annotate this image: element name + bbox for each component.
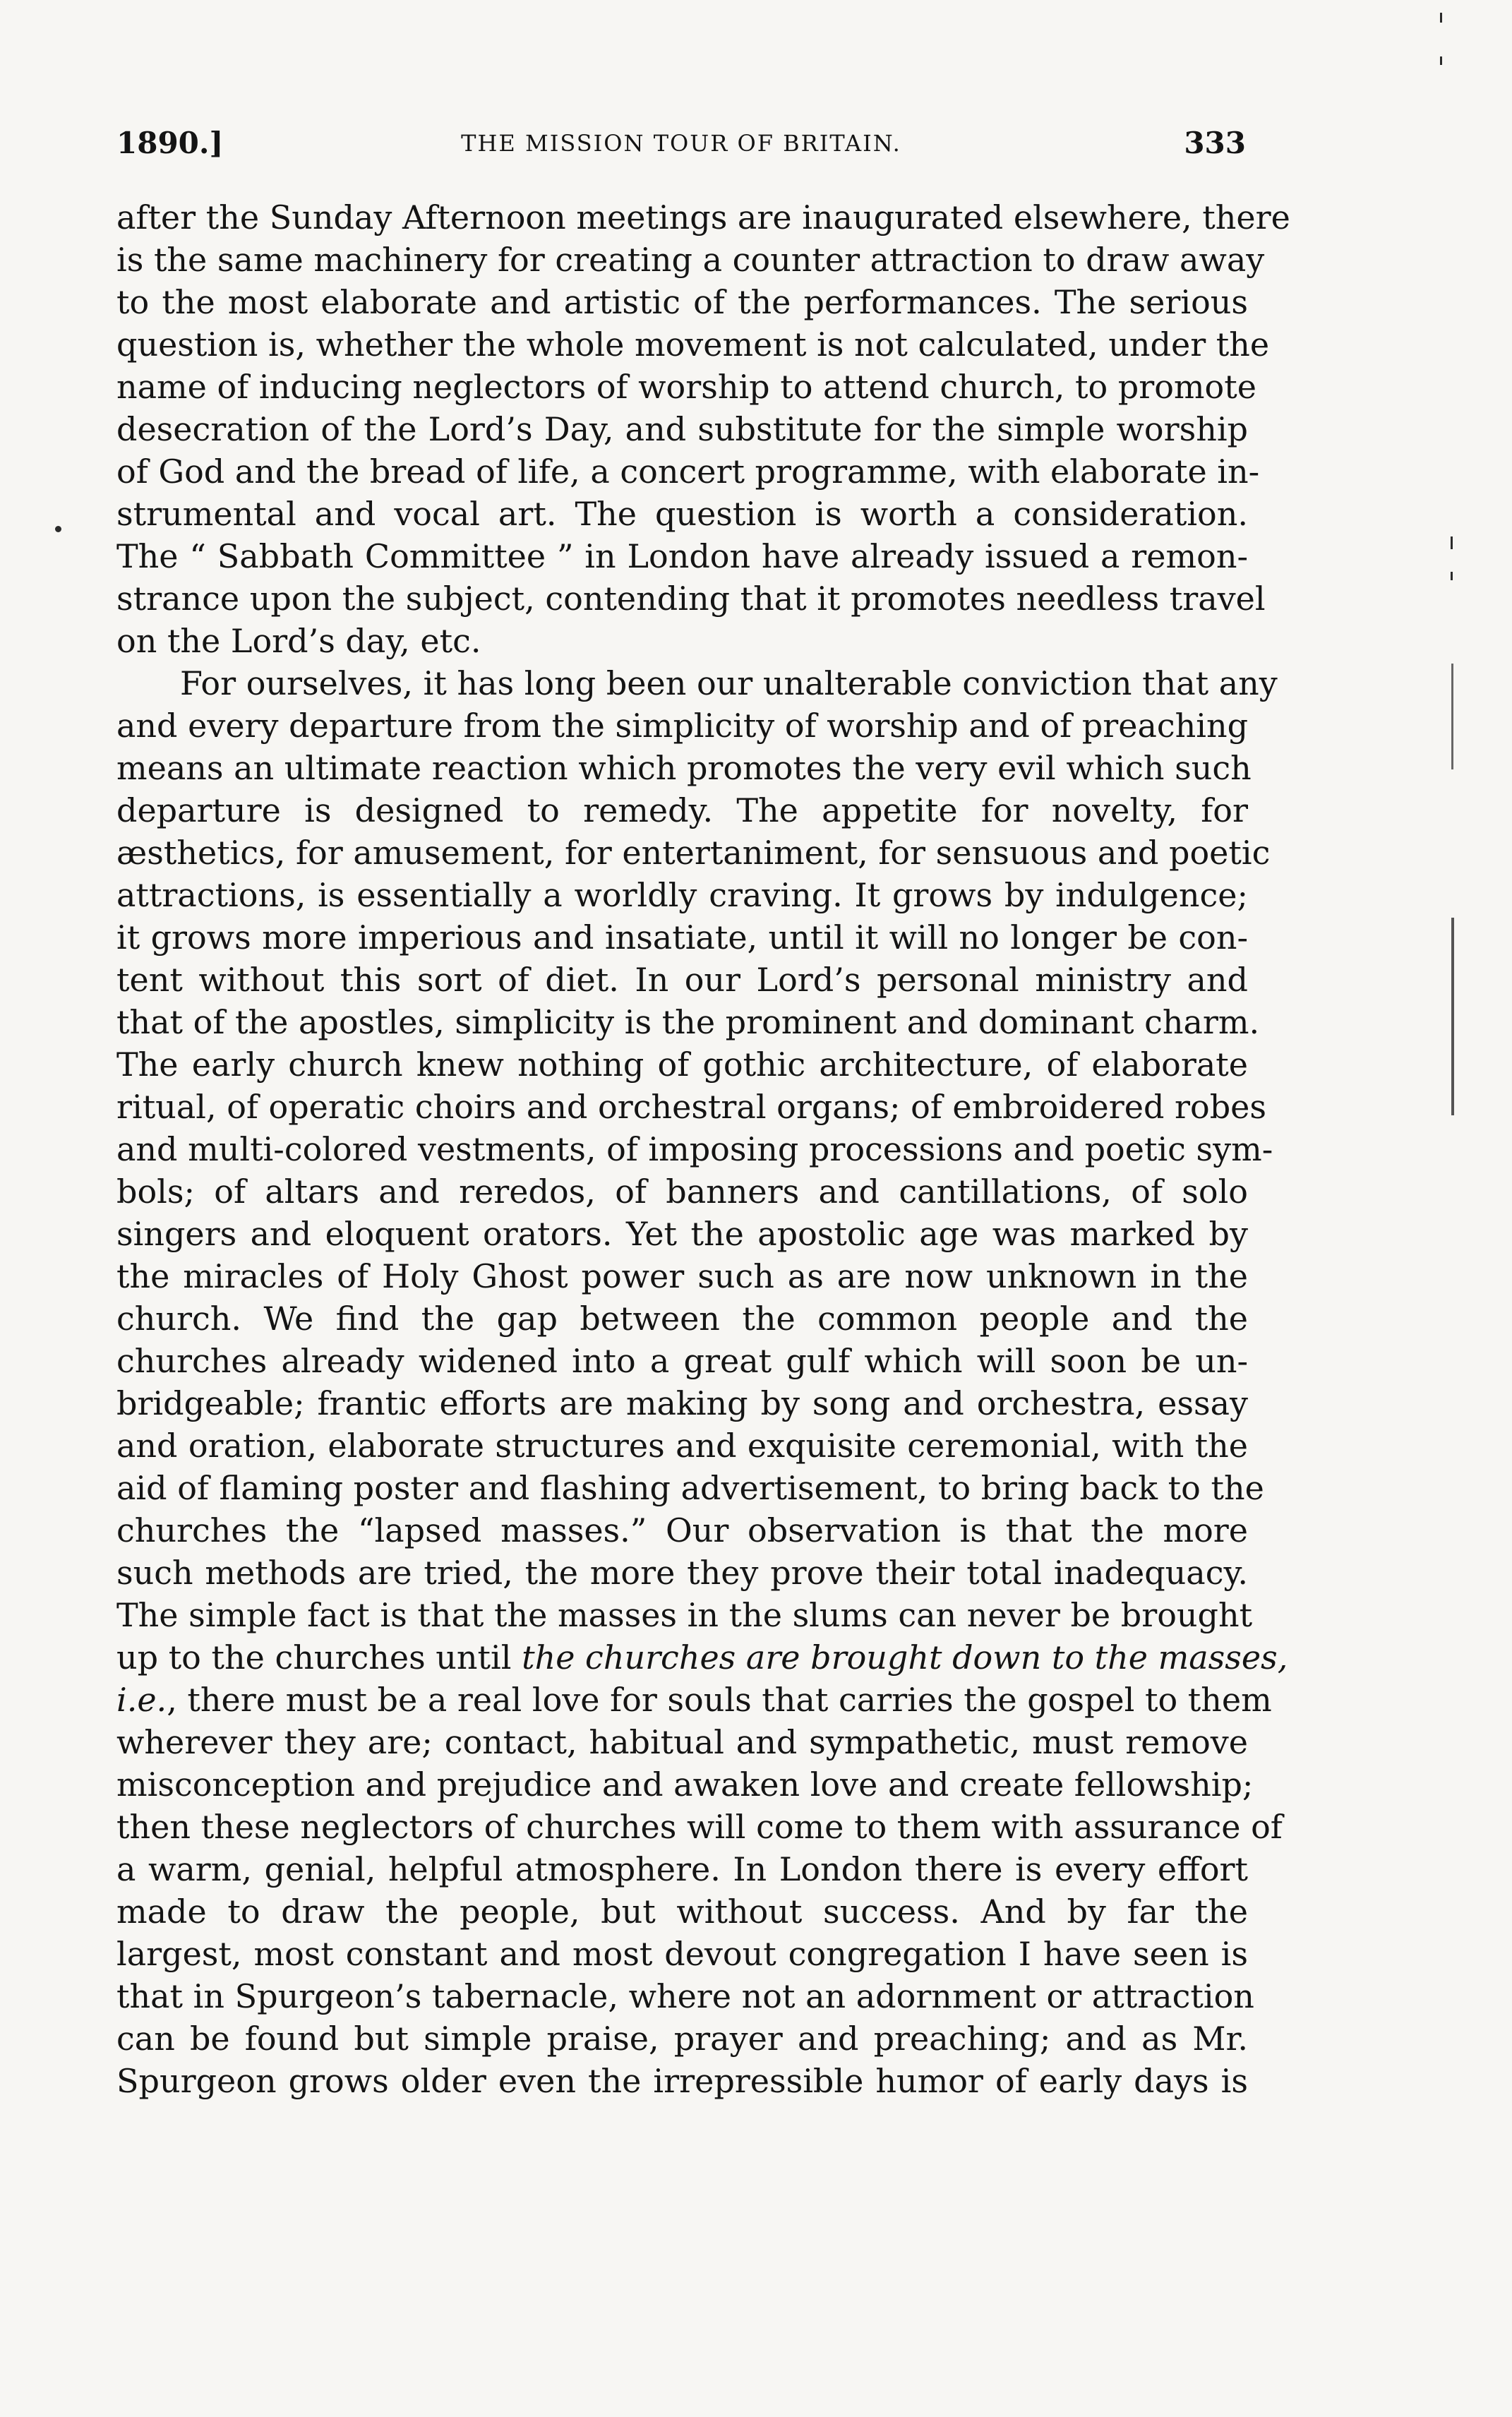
scan-edge-mark — [1451, 664, 1453, 769]
text-line: bridgeable; frantic efforts are making by song and orchestra, essay — [116, 1384, 1248, 1422]
text-line: a warm, genial, helpful atmosphere. In London there is every effort — [116, 1850, 1248, 1888]
italic-abbreviation: i.e. — [116, 1681, 167, 1719]
text-line: bols; of altars and reredos, of banners and cantillations, of solo — [116, 1172, 1248, 1211]
text-line: churches already widened into a great gulf which will soon be un- — [116, 1342, 1248, 1380]
text-line: can be found but simple praise, prayer and preaching; and as Mr. — [116, 2020, 1248, 2058]
text-line: aid of flaming poster and flashing advertisement, to bring back to the — [116, 1469, 1264, 1507]
text-line: such methods are tried, the more they prove their total inadequacy. — [116, 1554, 1248, 1592]
text-line: desecration of the Lord’s Day, and substitute for the simple worship — [116, 410, 1248, 448]
italic-phrase: the churches are brought down to the masses, — [522, 1638, 1288, 1677]
text-line: and multi-colored vestments, of imposing processions and poetic sym- — [116, 1130, 1273, 1168]
text-line: æsthetics, for amusement, for entertaniment, for sensuous and poetic — [116, 834, 1271, 872]
text-line: after the Sunday Afternoon meetings are inaugurated elsewhere, there — [116, 198, 1290, 236]
scan-speck — [1451, 536, 1453, 549]
text-line: The simple fact is that the masses in the slums can never be brought — [116, 1596, 1253, 1634]
text-line: Spurgeon grows older even the irrepressible humor of early days is — [116, 2062, 1248, 2100]
text-line: then these neglectors of churches will come to them with assurance of — [116, 1808, 1283, 1846]
text-line: that of the apostles, simplicity is the prominent and dominant charm. — [116, 1003, 1260, 1041]
text-line: it grows more imperious and insatiate, until it will no longer be con- — [116, 918, 1248, 956]
text-line: ritual, of operatic choirs and orchestral organs; of embroidered robes — [116, 1088, 1267, 1126]
text-line: to the most elaborate and artistic of the performances. The serious — [116, 283, 1248, 321]
text-line: strumental and vocal art. The question is worth a consideration. — [116, 495, 1248, 533]
text-line: For ourselves, it has long been our unalterable conviction that any — [180, 664, 1278, 702]
text-line: name of inducing neglectors of worship to attend church, to promote — [116, 368, 1256, 406]
header-title: THE MISSION TOUR OF BRITAIN. — [461, 130, 901, 157]
scan-speck — [1451, 572, 1453, 580]
text-span: , there must be a real love for souls that carries the gospel to them — [167, 1681, 1272, 1719]
text-line: The “ Sabbath Committee ” in London have already issued a remon- — [116, 537, 1248, 575]
text-line: attractions, is essentially a worldly craving. It grows by indulgence; — [116, 876, 1248, 914]
text-line: wherever they are; contact, habitual and sympathetic, must remove — [116, 1723, 1248, 1761]
text-line: on the Lord’s day, etc. — [116, 622, 481, 660]
scan-speck — [1440, 13, 1442, 23]
text-line: the miracles of Holy Ghost power such as are now unknown in the — [116, 1257, 1248, 1295]
text-line: is the same machinery for creating a counter attraction to draw away — [116, 241, 1265, 279]
text-line: strance upon the subject, contending that it promotes needless travel — [116, 580, 1266, 618]
text-line: of God and the bread of life, a concert programme, with elaborate in- — [116, 452, 1260, 491]
text-line: question is, whether the whole movement is not calculated, under the — [116, 325, 1270, 364]
text-line: largest, most constant and most devout congregation I have seen is — [116, 1935, 1248, 1973]
text-line: The early church knew nothing of gothic architecture, of elaborate — [116, 1045, 1248, 1084]
text-line: singers and eloquent orators. Yet the apostolic age was marked by — [116, 1215, 1248, 1253]
text-line — [116, 1679, 1272, 1721]
text-line: that in Spurgeon’s tabernacle, where not an adornment or attraction — [116, 1977, 1254, 2015]
text-line: and every departure from the simplicity of worship and of preaching — [116, 707, 1249, 745]
text-line: churches the “lapsed masses.” Our observation is that the more — [116, 1511, 1248, 1549]
header-year: 1890.] — [116, 126, 224, 160]
text-line: church. We find the gap between the common people and the — [116, 1300, 1248, 1338]
page-number: 333 — [1184, 126, 1246, 160]
scan-edge-mark — [1451, 918, 1454, 1115]
text-line: departure is designed to remedy. The appetite for novelty, for — [116, 791, 1248, 829]
margin-dot — [55, 526, 61, 532]
text-line: tent without this sort of diet. In our Lord’s personal ministry and — [116, 961, 1248, 999]
text-line: misconception and prejudice and awaken love and create fellowship; — [116, 1765, 1254, 1804]
text-line: and oration, elaborate structures and exquisite ceremonial, with the — [116, 1427, 1248, 1465]
scan-speck — [1440, 56, 1442, 65]
running-header — [116, 126, 1246, 168]
text-line: made to draw the people, but without success. And by far the — [116, 1893, 1248, 1931]
text-span: up to the churches until — [116, 1638, 522, 1677]
text-line: means an ultimate reaction which promotes the very evil which such — [116, 749, 1252, 787]
text-line — [116, 1636, 1288, 1679]
